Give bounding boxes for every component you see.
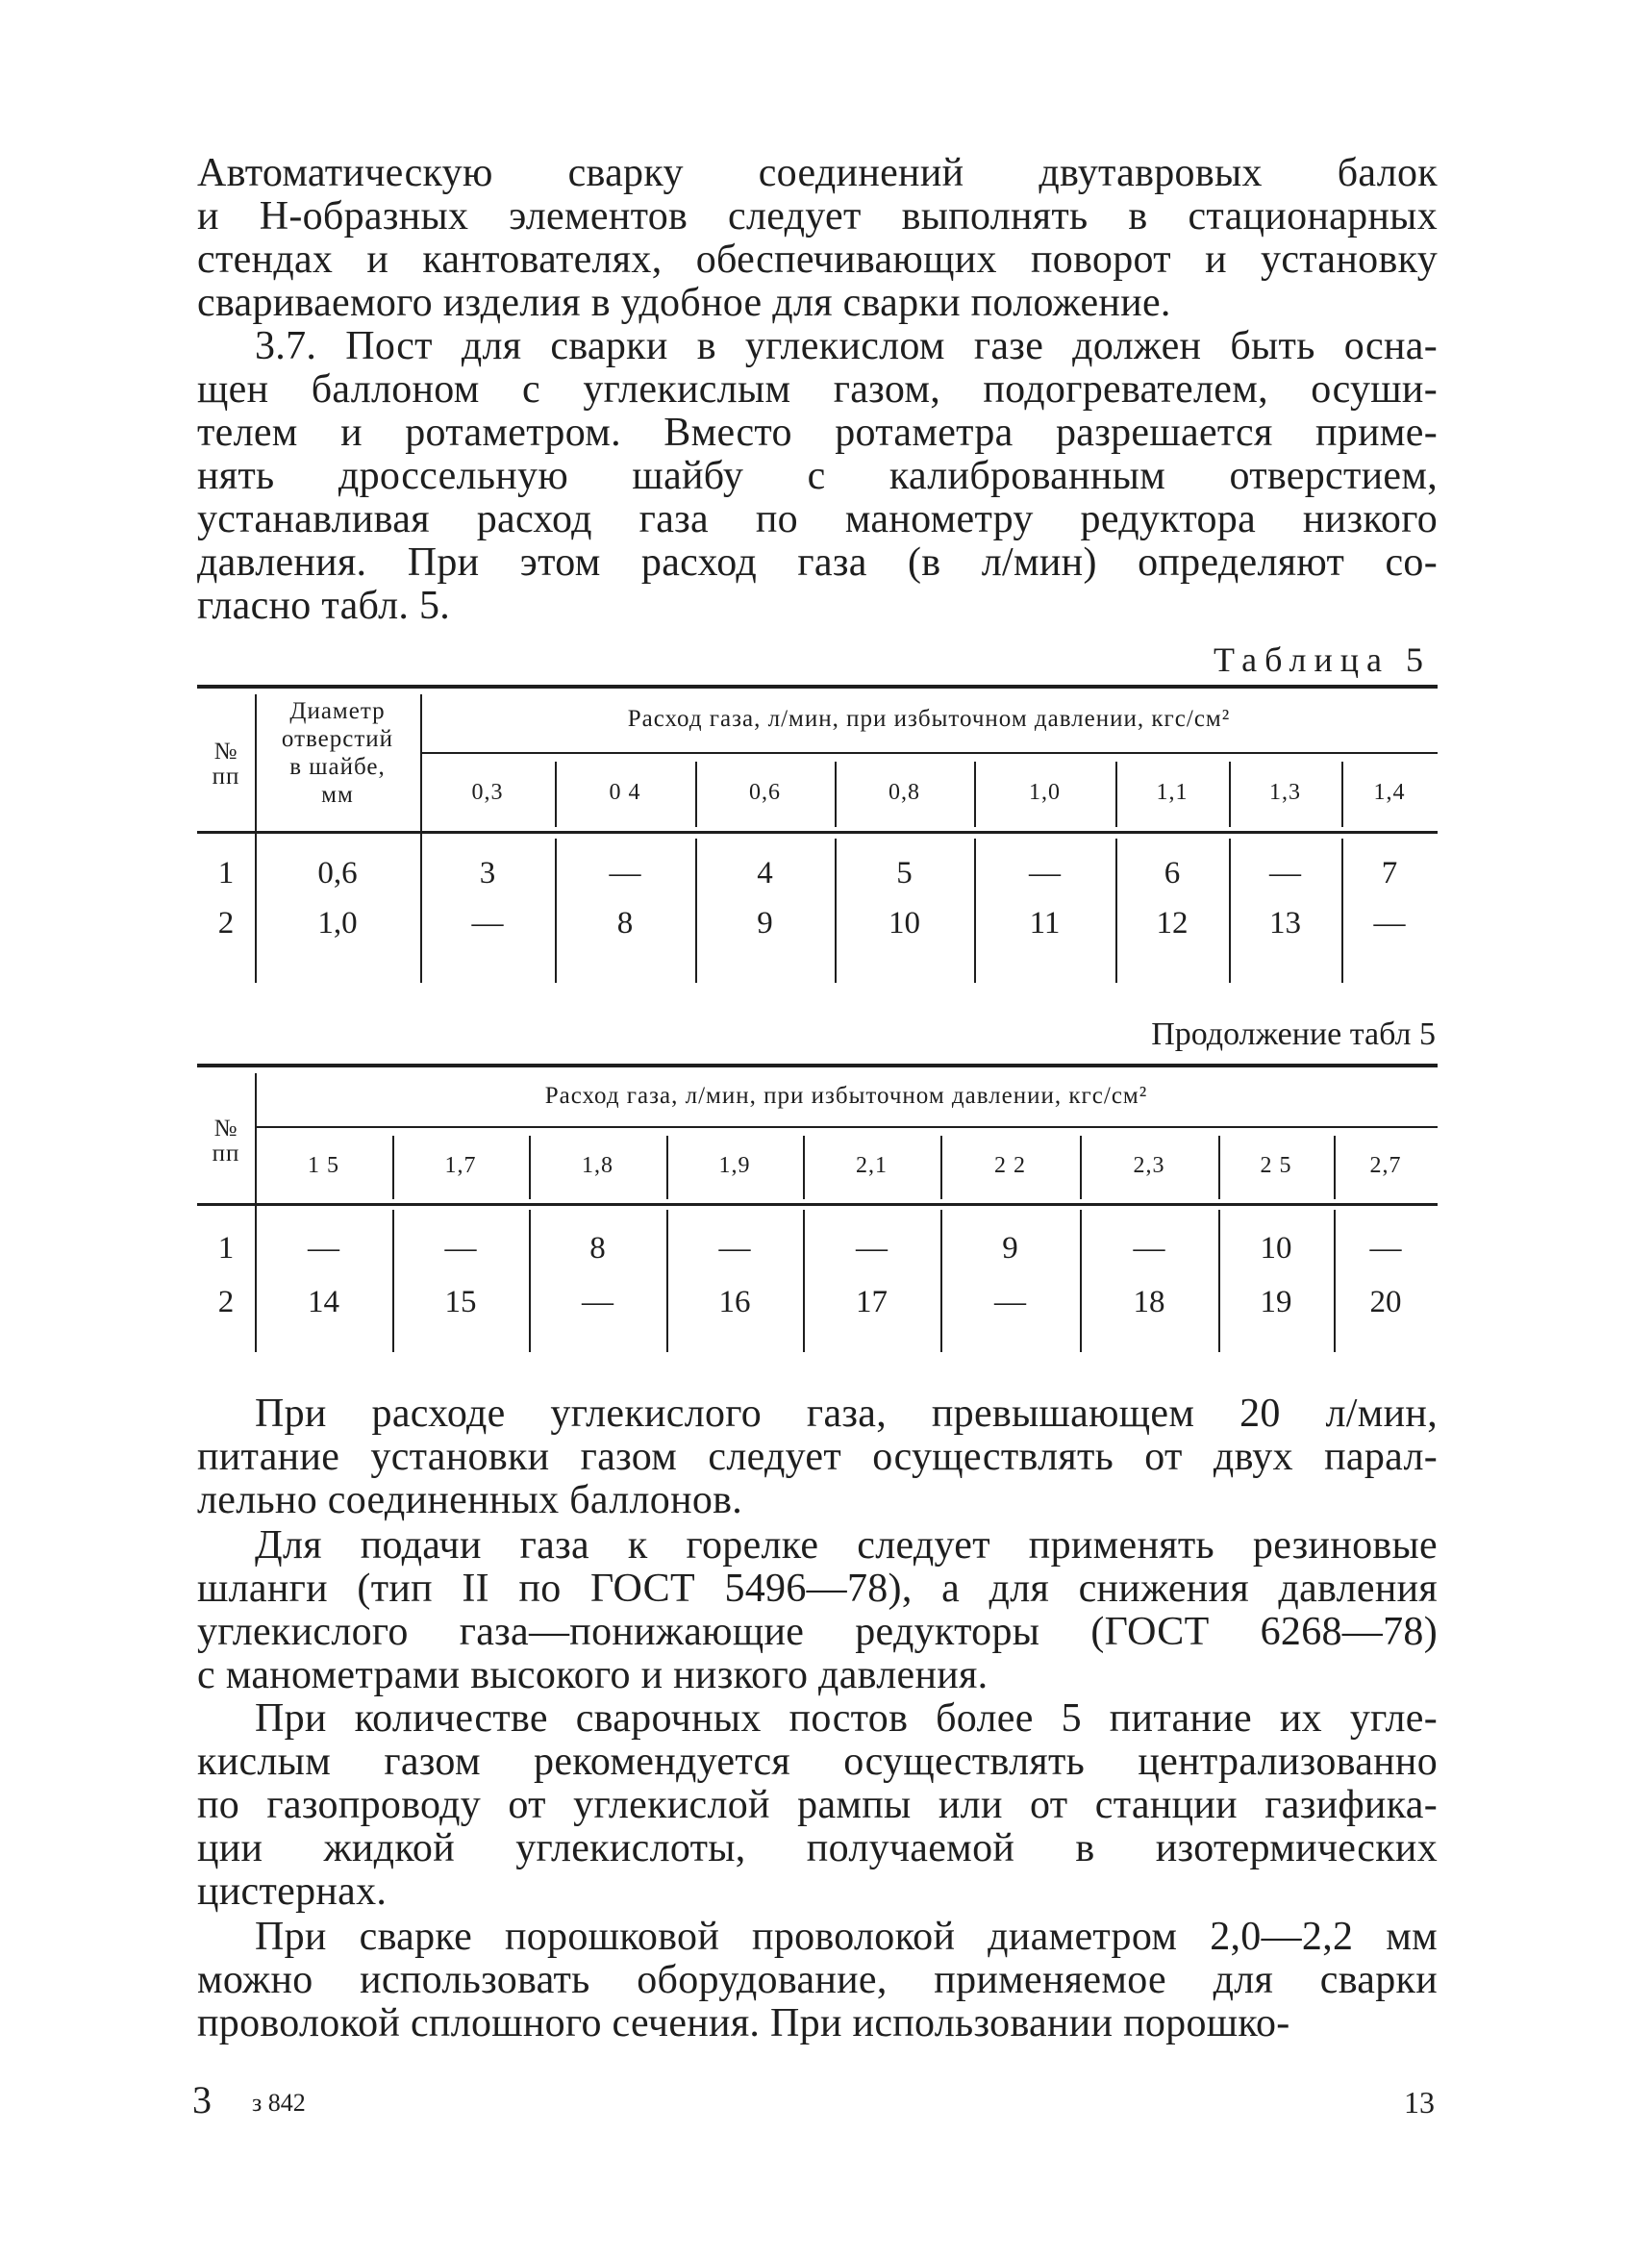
column-header-no: пп xyxy=(212,1141,240,1167)
table-cell-value: 19 xyxy=(1260,1285,1292,1319)
paragraph-line: щен баллоном с углекислым газом, подогревателем, осуши- xyxy=(197,367,1438,412)
table-cell-value: 8 xyxy=(616,906,634,941)
table-cell-value: — xyxy=(308,1231,339,1266)
pressure-header: 2,3 xyxy=(1133,1153,1165,1178)
paragraph-line: Автоматическую сварку соединений двутавровых балок xyxy=(197,151,1438,195)
table-cell-value: 14 xyxy=(308,1285,339,1319)
table-row-no: 2 xyxy=(217,906,235,941)
table-cell-value: — xyxy=(718,1231,751,1266)
table-5-continuation xyxy=(197,1064,1438,1357)
table-cell-value: 3 xyxy=(479,856,496,891)
table-5-title: Таблица 5 xyxy=(1214,640,1431,679)
column-header-diameter: в шайбе, xyxy=(289,754,386,780)
paragraph-line: давления. При этом расход газа (в л/мин) определяют со- xyxy=(197,540,1438,585)
table-cell-value: — xyxy=(994,1285,1026,1319)
table-group-rule xyxy=(420,752,1438,754)
table-cell-value: 13 xyxy=(1269,906,1301,941)
paragraph-line: устанавливая расход газа по манометру редуктора низкого xyxy=(197,497,1438,541)
table-cell-value: 15 xyxy=(444,1285,477,1319)
pressure-header: 1,1 xyxy=(1156,780,1189,805)
column-group-header: Расход газа, л/мин, при избыточном давлении, кгс/см² xyxy=(627,706,1231,732)
paragraph-line: Для подачи газа к горелке следует применять резиновые xyxy=(255,1523,1438,1568)
table-cell-value: 7 xyxy=(1381,856,1398,891)
pressure-header: 2 5 xyxy=(1260,1153,1292,1178)
paragraph-line: можно использовать оборудование, применяемое для сварки xyxy=(197,1958,1438,2002)
table-cell-value: 16 xyxy=(718,1285,751,1319)
paragraph-3-7-co2-welding-post xyxy=(197,325,1438,628)
table-cell-value: 9 xyxy=(757,906,773,941)
paragraph-line: проволокой сплошного сечения. При использовании порошко- xyxy=(197,2001,1290,2045)
column-header-no: пп xyxy=(212,764,240,790)
pressure-header: 1,9 xyxy=(718,1153,751,1178)
table-5-continuation-title: Продолжение табл 5 xyxy=(1151,1016,1436,1052)
paragraph-line: При сварке порошковой проволокой диаметром 2,0—2,2 мм xyxy=(255,1915,1438,1959)
table-cell-value: 6 xyxy=(1164,856,1181,891)
table-cell-value: — xyxy=(1373,906,1406,941)
paragraph-line: шланги (тип II по ГОСТ 5496—78), а для снижения давления xyxy=(197,1567,1438,1611)
table-cell-value: 4 xyxy=(757,856,773,891)
table-cell-diameter: 1,0 xyxy=(317,906,358,941)
pressure-header: 1,4 xyxy=(1373,780,1406,805)
paragraph-line: ции жидкой углекислоты, получаемой в изотермических xyxy=(197,1826,1438,1870)
column-header-no: № xyxy=(213,1116,238,1142)
paragraph-line: кислым газом рекомендуется осуществлять централизованно xyxy=(197,1740,1438,1784)
table-cell-value: 17 xyxy=(856,1285,888,1319)
table-cell-value: — xyxy=(582,1285,613,1319)
pressure-header: 0,8 xyxy=(889,780,920,805)
table-cell-value: 9 xyxy=(1002,1231,1018,1266)
paragraph-centralized-supply xyxy=(197,1697,1438,1914)
pressure-header: 0 4 xyxy=(609,780,641,805)
paragraph-line: При количестве сварочных постов более 5 питание их угле- xyxy=(255,1696,1438,1741)
paragraph-line: При расходе углекислого газа, превышающем 20 л/мин, xyxy=(255,1392,1438,1436)
paragraph-line: гласно табл. 5. xyxy=(197,584,451,628)
paragraph-line: с манометрами высокого и низкого давления. xyxy=(197,1653,989,1697)
table-cell-value: 11 xyxy=(1029,906,1061,941)
column-header-diameter: мм xyxy=(321,782,354,808)
column-header-diameter: Диаметр xyxy=(289,698,386,724)
paragraph-line: свариваемого изделия в удобное для сварки положение. xyxy=(197,281,1171,325)
column-header-diameter: отверстий xyxy=(281,726,394,752)
table-cell-value: 5 xyxy=(896,856,913,891)
table-cell-value: — xyxy=(1133,1231,1165,1266)
pressure-header: 1,0 xyxy=(1029,780,1061,805)
table-cell-value: — xyxy=(609,856,641,891)
paragraph-line: по газопроводу от углекислой рампы или от станции газифика- xyxy=(197,1783,1438,1827)
paragraph-automatic-welding xyxy=(197,152,1438,325)
column-header-no: № xyxy=(213,739,238,765)
print-code: з 842 xyxy=(252,2089,306,2117)
signature-mark: 3 xyxy=(192,2078,212,2121)
paragraph-line: лельно соединенных баллонов. xyxy=(197,1478,743,1522)
paragraph-line: и Н-образных элементов следует выполнять в стационарных xyxy=(197,194,1438,238)
paragraph-line: углекислого газа—понижающие редукторы (ГОСТ 6268—78) xyxy=(197,1610,1438,1654)
table-cell-value: — xyxy=(471,906,504,941)
table-header-bottom-rule xyxy=(197,831,1438,834)
table-top-rule xyxy=(197,685,1438,689)
table-group-rule xyxy=(255,1126,1438,1128)
pressure-header: 0,3 xyxy=(471,780,504,805)
table-row-no: 1 xyxy=(217,856,235,891)
table-cell-value: 18 xyxy=(1133,1285,1165,1319)
table-5 xyxy=(197,685,1438,988)
pressure-header: 1,3 xyxy=(1269,780,1301,805)
pressure-header: 1,7 xyxy=(444,1153,477,1178)
table-cell-value: — xyxy=(1029,856,1061,891)
paragraph-flux-cored-wire xyxy=(197,1916,1438,2045)
table-cell-value: — xyxy=(1269,856,1301,891)
table-row-no: 2 xyxy=(217,1285,235,1319)
paragraph-line: телем и ротаметром. Вместо ротаметра разрешается приме- xyxy=(197,411,1438,455)
table-cell-value: — xyxy=(444,1231,477,1266)
paragraph-line: стендах и кантователях, обеспечивающих поворот и установку xyxy=(197,238,1438,282)
table-cell-value: 12 xyxy=(1156,906,1189,941)
page-number: 13 xyxy=(1404,2085,1435,2120)
table-cell-value: — xyxy=(856,1231,888,1266)
table-cell-value: 8 xyxy=(589,1231,606,1266)
table-cell-diameter: 0,6 xyxy=(317,856,358,891)
table-cell-value: — xyxy=(1369,1231,1402,1266)
table-top-rule xyxy=(197,1064,1438,1067)
paragraph-line: питание установки газом следует осуществлять от двух парал- xyxy=(197,1435,1438,1479)
table-cell-value: 10 xyxy=(889,906,920,941)
pressure-header: 1 5 xyxy=(308,1153,339,1178)
pressure-header: 2 2 xyxy=(994,1153,1026,1178)
paragraph-line: 3.7. Пост для сварки в углекислом газе должен быть осна- xyxy=(255,324,1438,368)
pressure-header: 0,6 xyxy=(749,780,781,805)
table-cell-value: 10 xyxy=(1260,1231,1292,1266)
paragraph-hoses-and-reducers xyxy=(197,1524,1438,1697)
pressure-header: 2,1 xyxy=(856,1153,888,1178)
pressure-header: 2,7 xyxy=(1369,1153,1402,1178)
table-cell-value: 20 xyxy=(1369,1285,1402,1319)
pressure-header: 1,8 xyxy=(582,1153,613,1178)
column-group-header: Расход газа, л/мин, при избыточном давлении, кгс/см² xyxy=(544,1083,1148,1109)
paragraph-gas-consumption-over-20 xyxy=(197,1392,1438,1522)
table-row-no: 1 xyxy=(217,1231,235,1266)
paragraph-line: цистернах. xyxy=(197,1869,388,1914)
paragraph-line: нять дроссельную шайбу с калиброванным отверстием, xyxy=(197,454,1438,498)
table-header-bottom-rule xyxy=(197,1203,1438,1206)
